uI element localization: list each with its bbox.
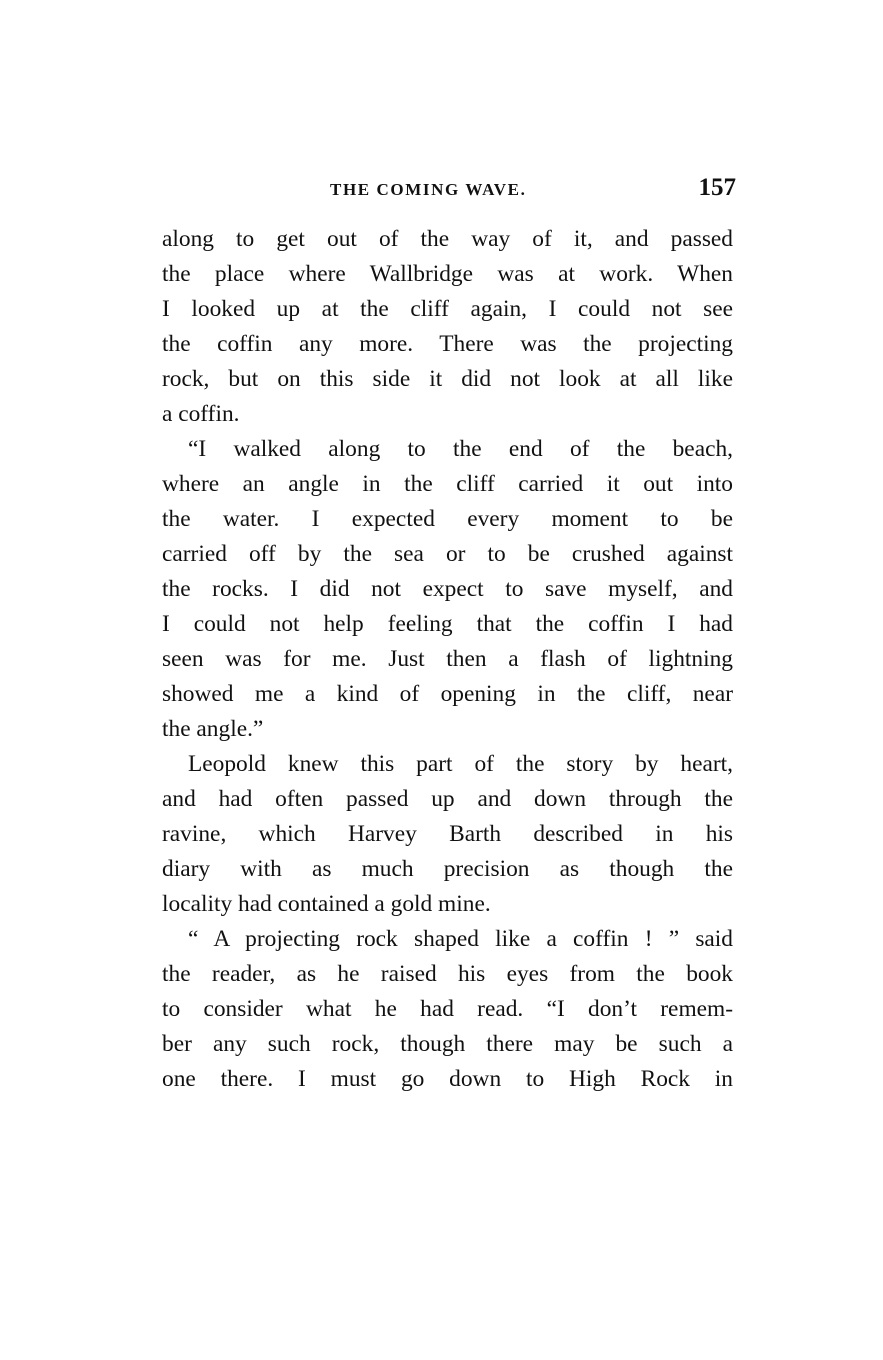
text-line: one there. I must go down to High Rock in: [162, 1066, 733, 1092]
body-text: [162, 222, 733, 1097]
text-line: the reader, as he raised his eyes from the book: [162, 961, 733, 987]
text-line: ravine, which Harvey Barth described in his: [162, 821, 733, 847]
text-line: showed me a kind of opening in the cliff, near: [162, 681, 733, 707]
text-line: along to get out of the way of it, and passed: [162, 226, 733, 252]
text-line: a coffin.: [162, 401, 240, 427]
text-line: the coffin any more. There was the projecting: [162, 331, 733, 357]
text-line: locality had contained a gold mine.: [162, 891, 491, 917]
text-line: “ A projecting rock shaped like a coffin ! ” said: [188, 926, 733, 952]
text-line: where an angle in the cliff carried it out into: [162, 471, 733, 497]
text-line: I could not help feeling that the coffin I had: [162, 611, 733, 637]
text-line: ber any such rock, though there may be such a: [162, 1031, 733, 1057]
text-line: and had often passed up and down through the: [162, 786, 733, 812]
page-number: 157: [698, 174, 736, 201]
text-line: the rocks. I did not expect to save myself, and: [162, 576, 733, 602]
text-line: diary with as much precision as though the: [162, 856, 733, 882]
text-line: the angle.”: [162, 716, 264, 742]
text-line: to consider what he had read. “I don’t remem-: [162, 996, 733, 1022]
running-head: [330, 174, 736, 206]
text-line: the place where Wallbridge was at work. When: [162, 261, 733, 287]
text-line: rock, but on this side it did not look at all like: [162, 366, 733, 392]
text-line: Leopold knew this part of the story by heart,: [188, 751, 733, 777]
text-line: carried off by the sea or to be crushed against: [162, 541, 733, 567]
running-title: THE COMING WAVE.: [330, 180, 527, 199]
text-line: “I walked along to the end of the beach,: [188, 436, 733, 462]
text-line: seen was for me. Just then a flash of lightning: [162, 646, 733, 672]
text-line: I looked up at the cliff again, I could not see: [162, 296, 733, 322]
text-line: the water. I expected every moment to be: [162, 506, 733, 532]
